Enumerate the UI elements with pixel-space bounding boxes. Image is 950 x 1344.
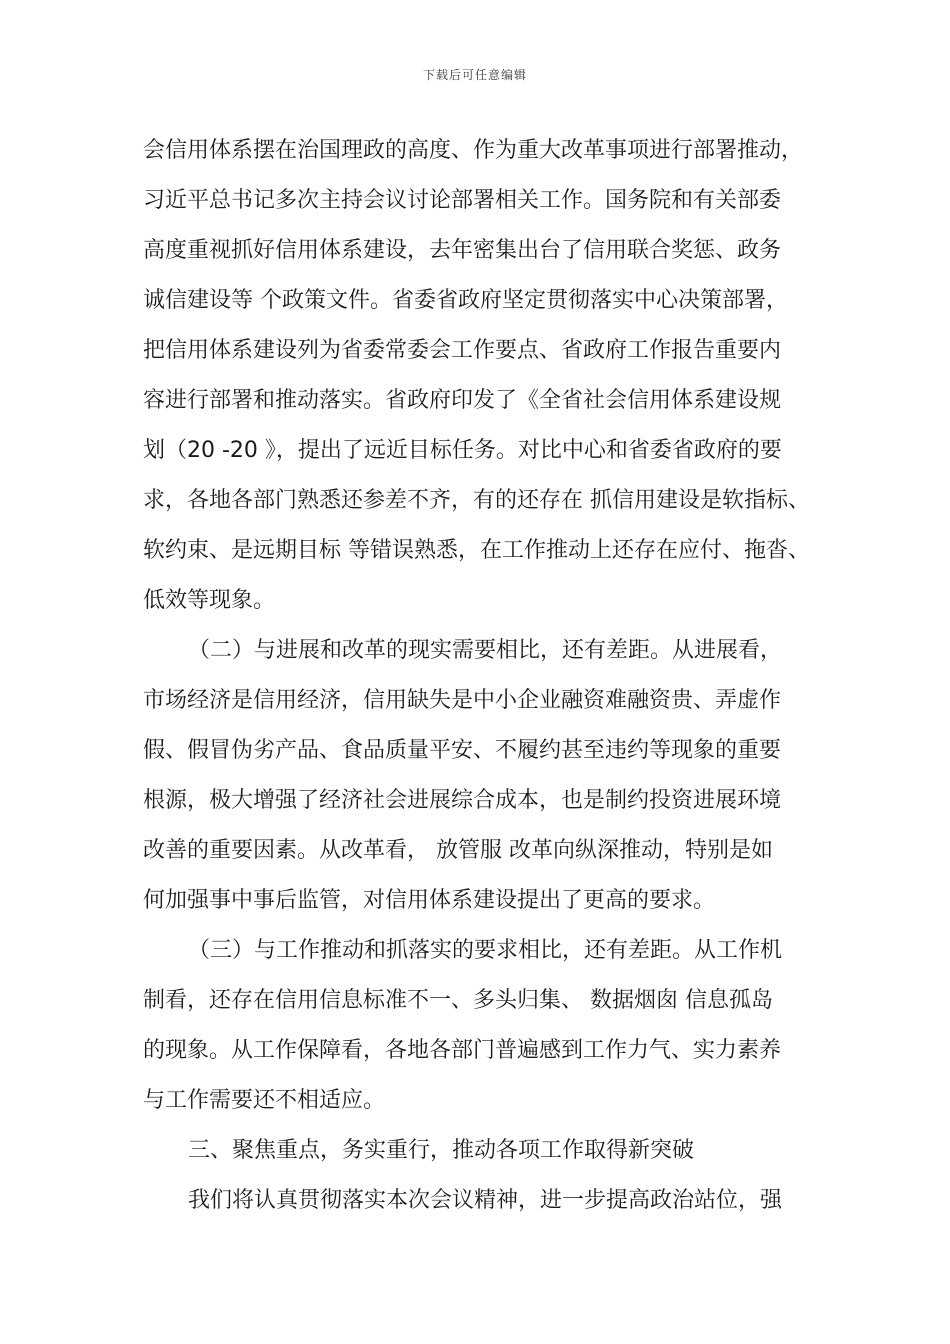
text-line: 假、假冒伪劣产品、食品质量平安、不履约甚至违约等现象的重要: [143, 738, 782, 763]
text-line: 习近平总书记多次主持会议讨论部署相关工作。国务院和有关部委: [143, 188, 782, 213]
text-line: 划（20 -20 》，提出了远近目标任务。对比中心和省委省政府的要: [143, 438, 782, 463]
text-line: 改善的重要因素。从改革看， 放管服 改革向纵深推动，特别是如: [143, 838, 773, 863]
text-line: 软约束、是远期目标 等错误熟悉，在工作推动上还存在应付、拖沓、: [143, 538, 810, 563]
text-line: （三）与工作推动和抓落实的要求相比，还有差距。从工作机: [188, 938, 783, 963]
page-header: 下载后可任意编辑: [422, 68, 527, 82]
text-line: 制看，还存在信用信息标准不一、多头归集、 数据烟囱 信息孤岛: [143, 988, 773, 1013]
text-line: 会信用体系摆在治国理政的高度、作为重大改革事项进行部署推动，: [143, 138, 804, 163]
text-line: 求，各地各部门熟悉还参差不齐，有的还存在 抓信用建设是软指标、: [143, 488, 810, 513]
text-line: 低效等现象。: [143, 588, 276, 613]
text-line: 根源，极大增强了经济社会进展综合成本，也是制约投资进展环境: [143, 788, 782, 813]
text-line: （二）与进展和改革的现实需要相比，还有差距。从进展看，: [188, 638, 783, 663]
text-line: 三、聚焦重点，务实重行，推动各项工作取得新突破: [188, 1138, 695, 1163]
text-line: 高度重视抓好信用体系建设，去年密集出台了信用联合奖惩、政务: [143, 238, 782, 263]
text-line: 容进行部署和推动落实。省政府印发了《全省社会信用体系建设规: [143, 388, 782, 413]
text-line: 我们将认真贯彻落实本次会议精神，进一步提高政治站位，强: [188, 1188, 783, 1213]
document-body: [143, 129, 823, 1229]
text-line: 的现象。从工作保障看，各地各部门普遍感到工作力气、实力素养: [143, 1038, 782, 1063]
text-line: 把信用体系建设列为省委常委会工作要点、省政府工作报告重要内: [143, 338, 782, 363]
text-line: 何加强事中事后监管，对信用体系建设提出了更高的要求。: [143, 888, 716, 913]
text-line: 市场经济是信用经济，信用缺失是中小企业融资难融资贵、弄虚作: [143, 688, 782, 713]
text-line: 与工作需要还不相适应。: [143, 1088, 386, 1113]
text-line: 诚信建设等 个政策文件。省委省政府坚定贯彻落实中心决策部署，: [143, 288, 788, 313]
